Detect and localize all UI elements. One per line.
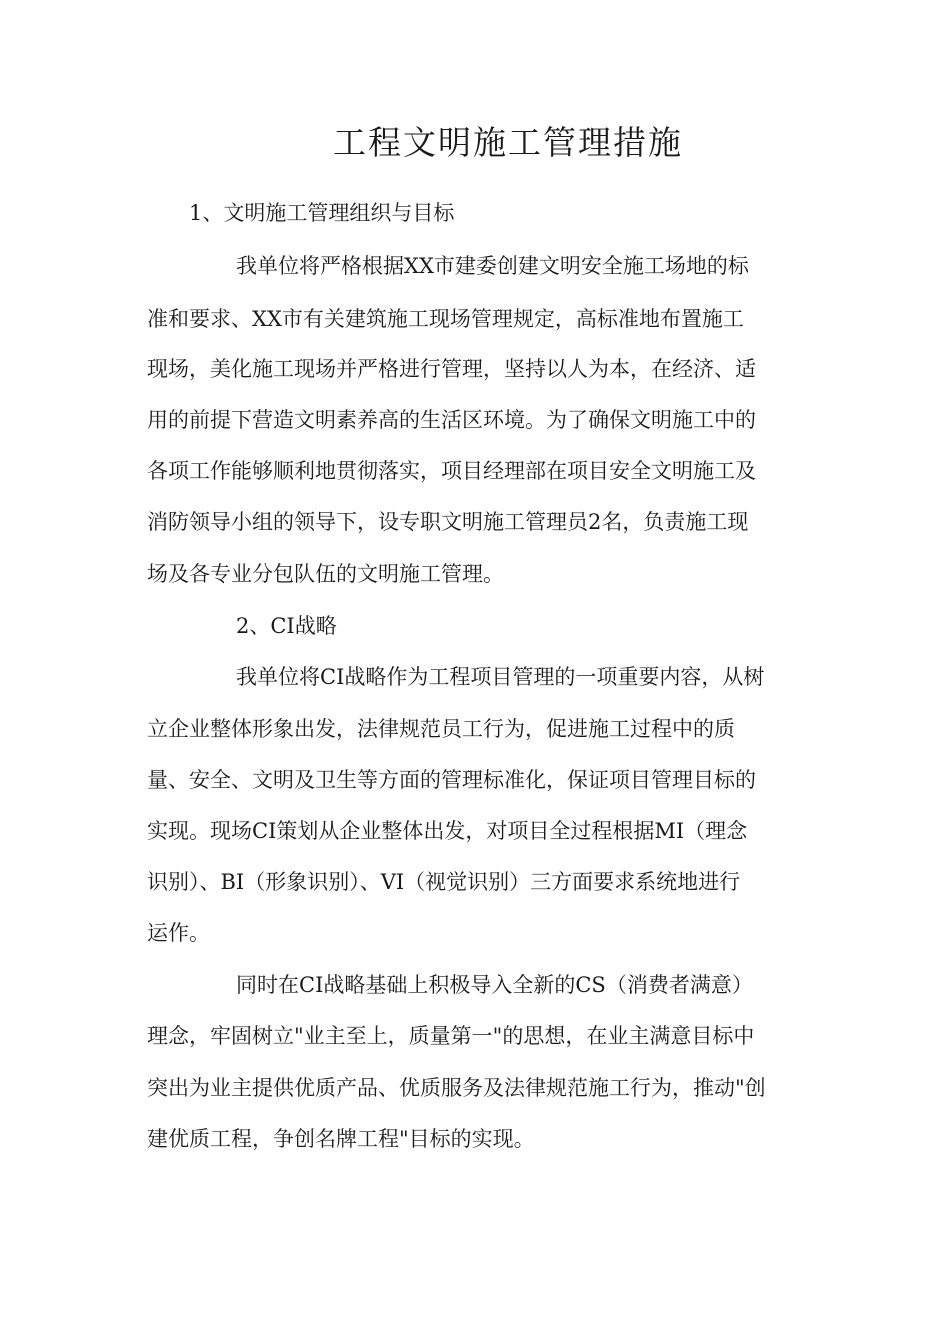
section-2-paragraph-2-line: 同时在CI战略基础上积极导入全新的CS（消费者满意） <box>236 973 753 997</box>
section-2-paragraph-line: 立企业整体形象出发，法律规范员工行为，促进施工过程中的质 <box>147 717 735 741</box>
section-1-paragraph-line: 我单位将严格根据XX市建委创建文明安全施工场地的标 <box>236 254 749 278</box>
section-1-paragraph-line: 场及各专业分包队伍的文明施工管理。 <box>147 562 504 586</box>
section-1-paragraph-line: 现场，美化施工现场并严格进行管理，坚持以人为本，在经济、适 <box>147 357 756 381</box>
section-1-paragraph-line: 各项工作能够顺利地贯彻落实，项目经理部在项目安全文明施工及 <box>147 459 756 483</box>
section-2-paragraph-line: 量、安全、文明及卫生等方面的管理标准化，保证项目管理目标的 <box>147 768 756 792</box>
section-2-paragraph-2-line: 突出为业主提供优质产品、优质服务及法律规范施工行为，推动"创 <box>147 1076 766 1100</box>
section-1-paragraph-line: 用的前提下营造文明素养高的生活区环境。为了确保文明施工中的 <box>147 408 756 432</box>
section-1-paragraph-line: 消防领导小组的领导下，设专职文明施工管理员2名，负责施工现 <box>147 510 749 534</box>
section-1-paragraph-line: 准和要求、XX市有关建筑施工现场管理规定，高标准地布置施工 <box>147 307 744 331</box>
section-2-paragraph-line: 运作。 <box>147 921 210 945</box>
document-title: 工程文明施工管理措施 <box>333 123 683 162</box>
section-2-paragraph-2-line: 建优质工程，争创名牌工程"目标的实现。 <box>147 1127 535 1151</box>
section-2-heading: 2、CI战略 <box>236 614 337 638</box>
section-2-paragraph-2-line: 理念，牢固树立"业主至上，质量第一"的思想，在业主满意目标中 <box>147 1024 755 1048</box>
section-2-paragraph-line: 我单位将CI战略作为工程项目管理的一项重要内容，从树 <box>236 665 765 689</box>
section-1-heading: 1、文明施工管理组织与目标 <box>189 201 455 225</box>
section-2-paragraph-line: 识别）、BI（形象识别）、VI（视觉识别）三方面要求系统地进行 <box>147 870 741 894</box>
section-2-paragraph-line: 实现。现场CI策划从企业整体出发，对项目全过程根据MI（理念 <box>147 819 748 843</box>
